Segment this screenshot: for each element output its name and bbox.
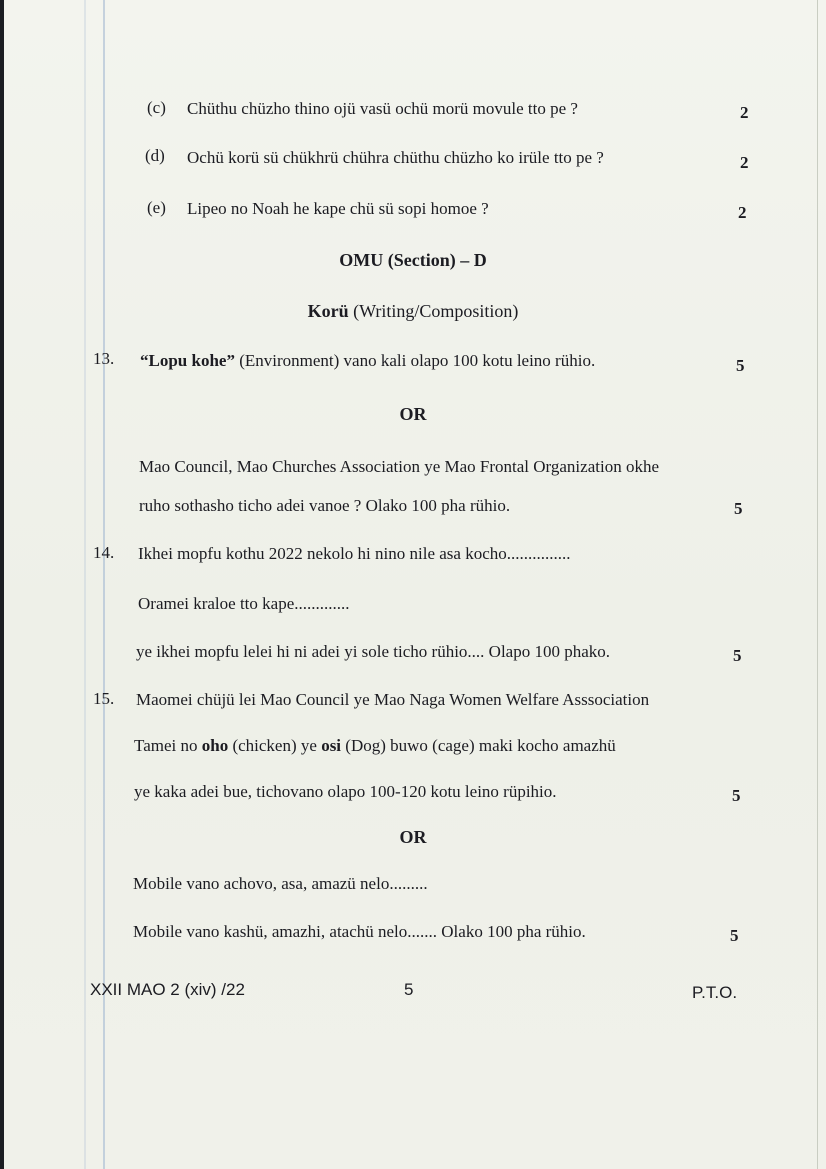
footer-paper-code: XXII MAO 2 (xiv) /22 <box>90 980 245 999</box>
question-15-line3: ye kaka adei bue, tichovano olapo 100-120 kotu leino rüpihio. <box>134 782 557 801</box>
q15-line2-oho: oho <box>201 736 229 755</box>
or-label-2: OR <box>399 827 427 847</box>
question-14-line2: Oramei kraloe tto kape............. <box>138 594 350 613</box>
q15-line2-part-c: (chicken) ye <box>228 736 322 755</box>
margin-rule-line-faint <box>84 0 86 1169</box>
question-15-line1: Maomei chüjü lei Mao Council ye Mao Naga Women Welfare Asssociation <box>136 690 650 709</box>
marks-15-alt: 5 <box>730 926 739 945</box>
marks-14: 5 <box>733 646 742 665</box>
question-label-d: (d) <box>145 146 165 165</box>
question-number-14: 14. <box>93 543 115 562</box>
question-text-13 <box>140 351 595 371</box>
section-subheading-bold: Korü <box>307 301 349 321</box>
question-label-e: (e) <box>147 198 166 217</box>
footer-pto: P.T.O. <box>692 983 738 1002</box>
or-label-1: OR <box>399 404 427 424</box>
question-text-c: Chüthu chüzho thino ojü vasü ochü morü movule tto pe ? <box>187 99 578 118</box>
question-label-c: (c) <box>147 98 166 117</box>
marks-13: 5 <box>736 356 745 375</box>
page-right-edge <box>817 0 818 1169</box>
section-subheading-rest: (Writing/Composition) <box>348 301 519 321</box>
marks-e: 2 <box>738 203 747 222</box>
page-left-edge <box>0 0 4 1169</box>
q15-line2-part-a: Tamei no <box>134 736 202 755</box>
question-15-alt-line1: Mobile vano achovo, asa, amazü nelo......... <box>133 874 428 893</box>
q15-line2-part-e: (Dog) buwo (cage) maki kocho amazhü <box>341 736 616 755</box>
marks-13-alt: 5 <box>734 499 743 518</box>
question-number-15: 15. <box>93 689 115 708</box>
question-15-alt-line2: Mobile vano kashü, amazhi, atachü nelo....... Olako 100 pha rühio. <box>133 922 586 941</box>
footer-page-number: 5 <box>404 980 414 999</box>
marks-d: 2 <box>740 153 749 172</box>
section-heading: OMU (Section) – D <box>339 250 487 270</box>
question-13-title: “Lopu kohe” <box>140 351 235 370</box>
q15-line2-osi: osi <box>321 736 342 755</box>
question-text-e: Lipeo no Noah he kape chü sü sopi homoe ? <box>187 199 489 218</box>
question-13-rest: (Environment) vano kali olapo 100 kotu leino rühio. <box>234 351 596 370</box>
question-text-d: Ochü korü sü chükhrü chühra chüthu chüzho ko irüle tto pe ? <box>187 148 604 167</box>
question-13-alt-line1: Mao Council, Mao Churches Association ye Mao Frontal Organization okhe <box>139 457 659 476</box>
question-number-13: 13. <box>93 349 115 368</box>
question-14-line1: Ikhei mopfu kothu 2022 nekolo hi nino nile asa kocho............... <box>138 544 571 563</box>
question-14-line3: ye ikhei mopfu lelei hi ni adei yi sole ticho rühio.... Olapo 100 phako. <box>136 642 611 661</box>
marks-c: 2 <box>740 103 749 122</box>
question-13-alt-line2: ruho sothasho ticho adei vanoe ? Olako 100 pha rühio. <box>139 496 511 515</box>
question-15-line2 <box>134 736 616 756</box>
section-subheading <box>0 301 826 321</box>
marks-15: 5 <box>732 786 741 805</box>
